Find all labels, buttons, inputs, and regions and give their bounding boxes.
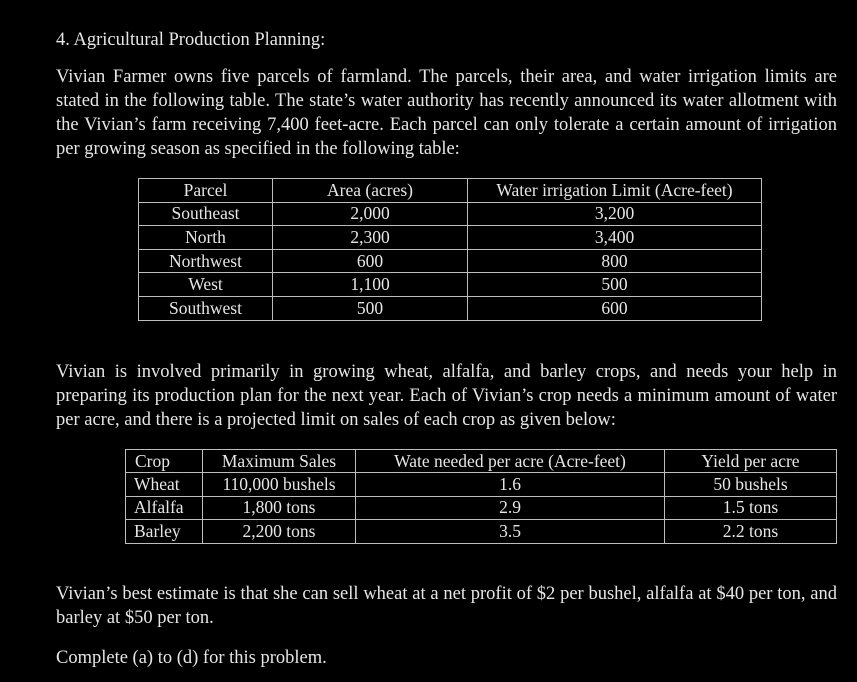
problem-heading: 4. Agricultural Production Planning: [56, 30, 326, 50]
parcel-table [138, 178, 762, 321]
table-cell: 2,300 [273, 226, 468, 250]
header-cell: Wate needed per acre (Acre-feet) [356, 450, 665, 473]
table-row [139, 202, 762, 226]
crops-paragraph: Vivian is involved primarily in growing wheat, alfalfa, and barley crops, and needs your help in preparing its production plan for the next year. Each of Vivian’s crop needs a minimum amount of water per acre, and there is a projected limit on sales of each crop as given below: [56, 362, 837, 430]
table-cell: 500 [468, 273, 762, 297]
table-header-row [139, 179, 762, 203]
table-header-row [126, 450, 837, 473]
table-cell: 800 [468, 249, 762, 273]
table-cell: 600 [273, 249, 468, 273]
header-cell: Maximum Sales [203, 450, 356, 473]
table-cell: 1,800 tons [203, 496, 356, 519]
table-cell: Wheat [126, 473, 203, 496]
table-row [126, 473, 837, 496]
table-cell: North [139, 226, 273, 250]
table-row [139, 249, 762, 273]
table-cell: 1,100 [273, 273, 468, 297]
table-cell: Southeast [139, 202, 273, 226]
table-cell: 1.5 tons [665, 496, 837, 519]
table-cell: 600 [468, 296, 762, 320]
table-cell: 500 [273, 296, 468, 320]
table-cell: 2,200 tons [203, 520, 356, 543]
table-row [126, 520, 837, 543]
instruction-paragraph: Complete (a) to (d) for this problem. [56, 648, 327, 668]
header-cell: Water irrigation Limit (Acre-feet) [468, 179, 762, 203]
table-cell: 110,000 bushels [203, 473, 356, 496]
table-cell: 50 bushels [665, 473, 837, 496]
table-cell: 3,400 [468, 226, 762, 250]
table-row [139, 296, 762, 320]
table-cell: 2.9 [356, 496, 665, 519]
table-cell: Southwest [139, 296, 273, 320]
table-cell: 1.6 [356, 473, 665, 496]
table-cell: 2.2 tons [665, 520, 837, 543]
table-row [126, 496, 837, 519]
table-cell: Northwest [139, 249, 273, 273]
header-cell: Yield per acre [665, 450, 837, 473]
crop-table [125, 449, 837, 544]
table-cell: Alfalfa [126, 496, 203, 519]
table-cell: 2,000 [273, 202, 468, 226]
table-row [139, 273, 762, 297]
table-cell: West [139, 273, 273, 297]
table-cell: Barley [126, 520, 203, 543]
header-cell: Area (acres) [273, 179, 468, 203]
header-cell: Crop [126, 450, 203, 473]
intro-paragraph: Vivian Farmer owns five parcels of farmland. The parcels, their area, and water irrigation limits are stated in the following table. The state’s water authority has recently announced its water allotment with the Vivian’s farm receiving 7,400 feet-acre. Each parcel can only tolerate a certain amount of irrigation per growing season as specified in the following table: [56, 67, 837, 159]
header-cell: Parcel [139, 179, 273, 203]
table-cell: 3.5 [356, 520, 665, 543]
profit-paragraph: Vivian’s best estimate is that she can sell wheat at a net profit of $2 per bushel, alfalfa at $40 per ton, and barley at $50 per ton. [56, 584, 837, 628]
table-row [139, 226, 762, 250]
table-cell: 3,200 [468, 202, 762, 226]
